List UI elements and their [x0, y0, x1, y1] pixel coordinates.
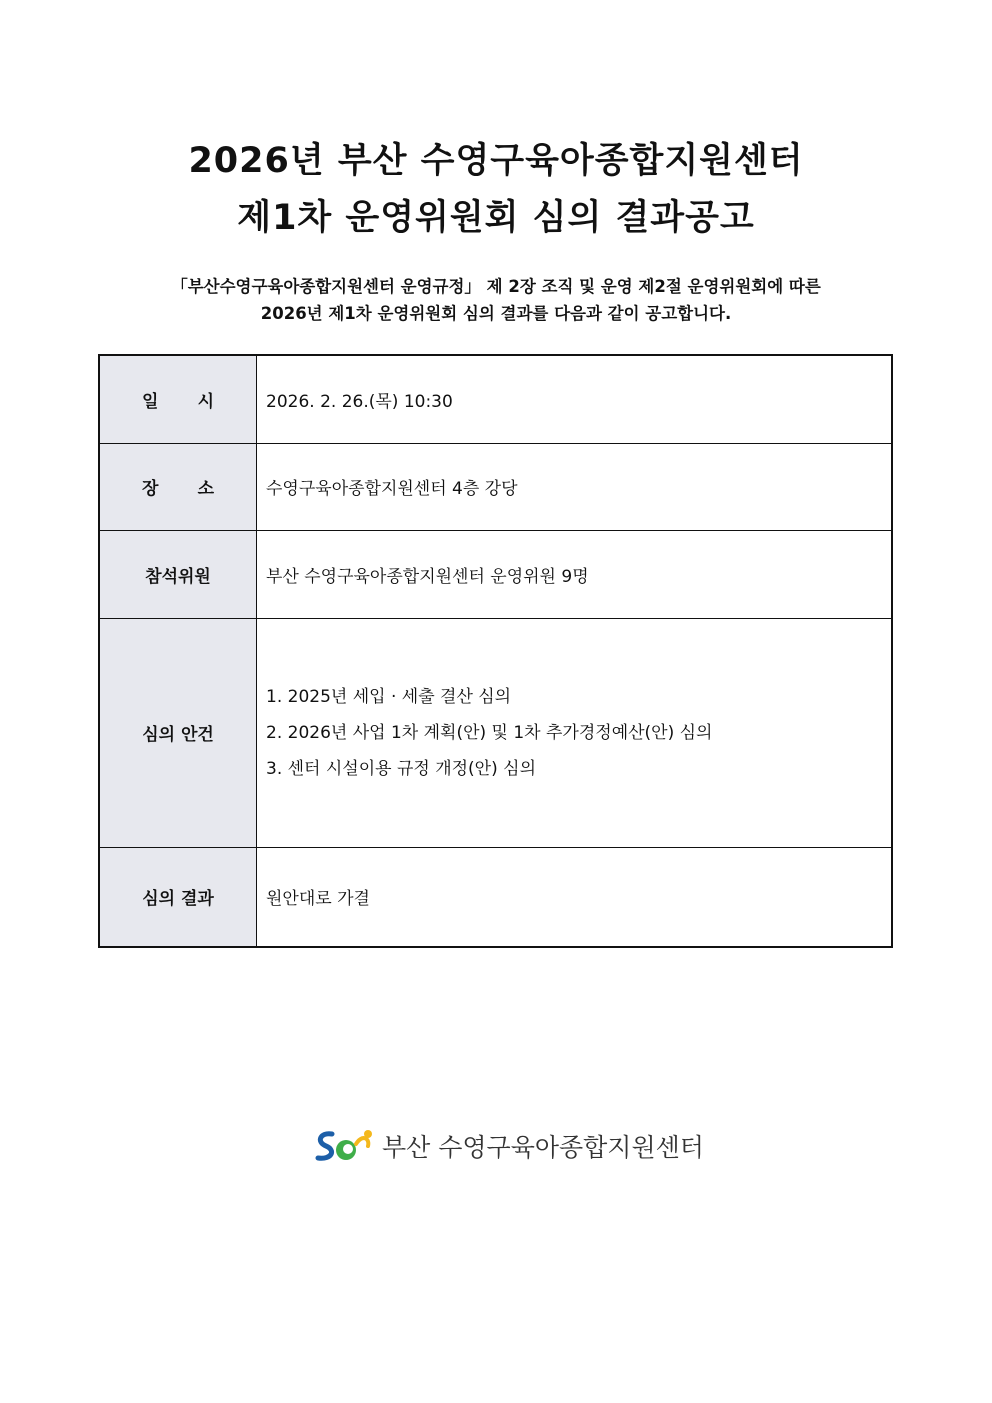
result-table — [98, 354, 893, 948]
label-datetime: 일 시 — [99, 355, 257, 443]
table-row-agenda — [99, 618, 892, 847]
notice-title-line-2: 제1차 운영위원회 심의 결과공고 — [237, 198, 755, 238]
intro-text-line-1: 「부산수영구육아종합지원센터 운영규정」 제 2장 조직 및 운영 제2절 운영위원회에 따른 — [171, 277, 821, 296]
table-row-location — [99, 443, 892, 530]
notice-title-line-1: 2026년 부산 수영구육아종합지원센터 — [188, 141, 804, 181]
value-agenda — [257, 618, 893, 847]
agenda-item-2: 2. 2026년 사업 1차 계획(안) 및 1차 추가경정예산(안) 심의 — [266, 722, 713, 743]
agenda-item-3: 3. 센터 시설이용 규정 개정(안) 심의 — [266, 758, 536, 779]
label-result: 심의 결과 — [99, 847, 257, 947]
label-attendees: 참석위원 — [99, 530, 257, 618]
label-location: 장 소 — [99, 443, 257, 530]
table-row-datetime — [99, 355, 892, 443]
table-row-result — [99, 847, 892, 947]
intro-text-line-2: 2026년 제1차 운영위원회 심의 결과를 다음과 같이 공고합니다. — [260, 304, 732, 323]
center-logo-icon — [312, 1126, 376, 1166]
value-attendees: 부산 수영구육아종합지원센터 운영위원 9명 — [257, 530, 893, 618]
footer-logo — [312, 1126, 704, 1166]
value-datetime: 2026. 2. 26.(목) 10:30 — [257, 355, 893, 443]
footer-org-name: 부산 수영구육아종합지원센터 — [382, 1133, 704, 1162]
value-location: 수영구육아종합지원센터 4층 강당 — [257, 443, 893, 530]
agenda-item-1: 1. 2025년 세입 · 세출 결산 심의 — [266, 686, 512, 707]
table-row-attendees — [99, 530, 892, 618]
label-agenda: 심의 안건 — [99, 618, 257, 847]
value-result: 원안대로 가결 — [257, 847, 893, 947]
